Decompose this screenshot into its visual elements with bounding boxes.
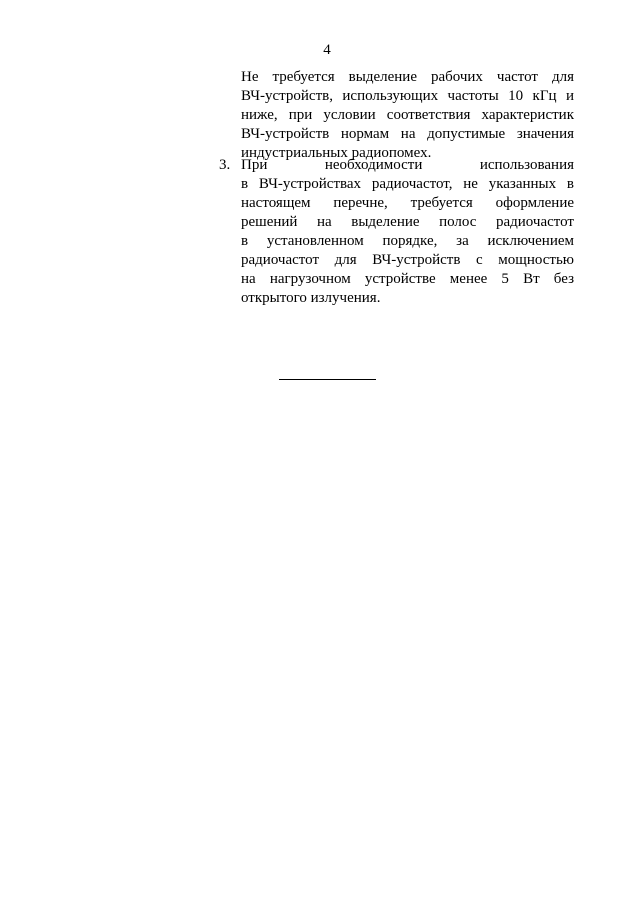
paragraph-1-line-4: ВЧ-устройств нормам на допустимые значения [241, 126, 574, 142]
page-number: 4 [323, 42, 331, 58]
item-3-line-7: на нагрузочном устройстве менее 5 Вт без [241, 271, 574, 287]
end-divider [279, 379, 376, 380]
paragraph-1-line-1: Не требуется выделение рабочих частот для [241, 69, 574, 85]
item-3-line-4: решений на выделение полос радиочастот [241, 214, 574, 230]
item-3-line-5: в установленном порядке, за исключением [241, 233, 574, 249]
item-3-line-6: радиочастот для ВЧ-устройств с мощностью [241, 252, 574, 268]
item-3-marker: 3. [219, 157, 231, 173]
item-3-line-3: настоящем перечне, требуется оформление [241, 195, 574, 211]
item-3-line-1: При необходимости использования [241, 157, 574, 173]
paragraph-1-line-3: ниже, при условии соответствия характеристик [241, 107, 574, 123]
paragraph-1-line-2: ВЧ-устройств, использующих частоты 10 кГц и [241, 88, 574, 104]
paragraph-1-line-5: индустриальных радиопомех. [241, 145, 432, 161]
item-3-line-8: открытого излучения. [241, 290, 381, 306]
item-3-line-2: в ВЧ-устройствах радиочастот, не указанных в [241, 176, 574, 192]
